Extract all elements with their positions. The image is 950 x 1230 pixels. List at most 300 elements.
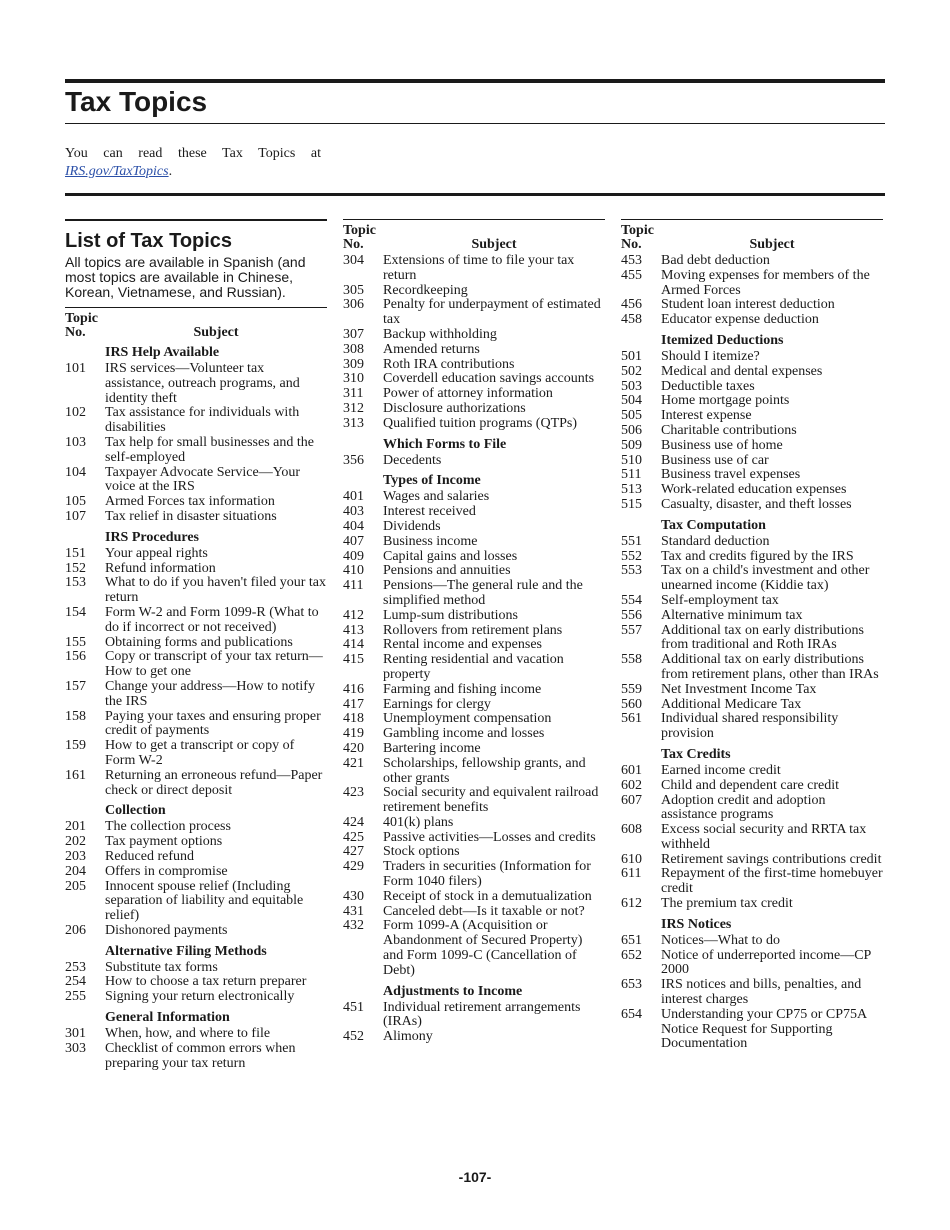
topic-number: 205	[65, 878, 86, 894]
topics-column-3	[621, 219, 883, 1052]
topic-row	[343, 860, 605, 890]
topic-subject: Additional tax on early distributions from traditional and Roth IRAs	[661, 622, 864, 653]
page-number: -107-	[458, 1169, 492, 1185]
topic-subject: Understanding your CP75 or CP75A Notice Request for Supporting Documentation	[661, 1006, 867, 1052]
topic-row	[343, 698, 605, 713]
topic-number: 161	[65, 767, 86, 783]
topic-row	[621, 468, 883, 483]
topic-row	[343, 831, 605, 846]
topic-subject: Recordkeeping	[383, 282, 468, 298]
topic-number: 417	[343, 696, 364, 712]
topic-number: 411	[343, 578, 364, 594]
topic-subject: Power of attorney information	[383, 386, 553, 402]
topic-subject: Adoption credit and adoption assistance programs	[661, 792, 826, 823]
topic-row	[343, 298, 605, 328]
column-header	[343, 220, 605, 252]
topic-number: 421	[343, 755, 364, 771]
topic-subject: Tax payment options	[105, 834, 223, 850]
section-heading: IRS Notices	[661, 916, 732, 932]
topics-column-2	[343, 219, 605, 1045]
topic-row	[343, 417, 605, 432]
topic-row	[621, 380, 883, 395]
header-no: No.	[621, 237, 642, 252]
topic-number: 157	[65, 678, 86, 694]
topic-subject: Pensions and annuities	[383, 563, 511, 579]
topics-column-1	[65, 219, 327, 1071]
topic-row	[343, 683, 605, 698]
topic-subject: Standard deduction	[661, 533, 770, 549]
topic-row	[621, 594, 883, 609]
topic-row	[65, 680, 327, 710]
topic-row	[65, 1027, 327, 1042]
topic-subject: Medical and dental expenses	[661, 363, 823, 379]
topic-row	[621, 454, 883, 469]
topic-number: 608	[621, 822, 642, 838]
topic-subject: Child and dependent care credit	[661, 777, 840, 793]
topic-number: 554	[621, 592, 642, 608]
topic-number: 151	[65, 545, 86, 561]
topic-subject: Renting residential and vacation property	[383, 652, 564, 682]
topic-subject: Social security and equivalent railroad retirement benefits	[383, 785, 599, 816]
topic-number: 412	[343, 607, 364, 623]
topic-row	[343, 757, 605, 787]
topic-row	[65, 924, 327, 939]
topic-row	[65, 650, 327, 680]
topic-row	[65, 975, 327, 990]
topic-number: 152	[65, 560, 86, 576]
topic-row	[343, 712, 605, 727]
topic-number: 607	[621, 792, 642, 808]
topic-subject: Individual retirement arrangements (IRAs)	[383, 999, 581, 1030]
topic-number: 503	[621, 378, 642, 394]
section-rule	[65, 193, 885, 196]
topic-number: 611	[621, 866, 642, 882]
topic-number: 201	[65, 819, 86, 835]
topic-subject: Qualified tuition programs (QTPs)	[383, 415, 578, 431]
topic-number: 513	[621, 482, 642, 498]
topic-row	[621, 1008, 883, 1052]
topic-number: 430	[343, 888, 364, 904]
topic-subject: Business income	[383, 533, 478, 549]
topic-subject: Extensions of time to file your tax return	[383, 253, 575, 283]
topic-subject: Wages and salaries	[383, 489, 490, 505]
intro-period: .	[168, 164, 173, 179]
topic-subject: Backup withholding	[383, 326, 497, 342]
topic-row	[343, 653, 605, 683]
section-heading: Adjustments to Income	[383, 983, 523, 999]
topic-number: 552	[621, 548, 642, 564]
topic-subject: 401(k) plans	[383, 814, 454, 830]
section-heading: Tax Computation	[661, 517, 766, 533]
topic-number: 303	[65, 1040, 86, 1056]
topic-number: 612	[621, 896, 642, 912]
top-rule	[65, 79, 885, 83]
topic-number: 423	[343, 785, 364, 801]
topic-subject: Additional tax on early distributions from retirement plans, other than IRAs	[661, 652, 879, 682]
header-no: No.	[343, 237, 364, 252]
topic-number: 415	[343, 652, 364, 668]
topic-number: 602	[621, 777, 642, 793]
topic-number: 312	[343, 400, 364, 416]
topic-row	[343, 535, 605, 550]
topic-row	[65, 961, 327, 976]
topic-number: 416	[343, 681, 364, 697]
topic-subject: Earnings for clergy	[383, 696, 491, 712]
section-heading: IRS Procedures	[105, 529, 199, 545]
topic-number: 515	[621, 496, 642, 512]
topic-subject: Tax assistance for individuals with disabilities	[105, 405, 300, 436]
topic-subject: Canceled debt—Is it taxable or not?	[383, 903, 585, 919]
topic-number: 410	[343, 563, 364, 579]
topic-number: 431	[343, 903, 364, 919]
topic-subject: Traders in securities (Information for Form 1040 filers)	[383, 859, 591, 890]
topic-subject: Business travel expenses	[661, 467, 801, 483]
topic-subject: Reduced refund	[105, 848, 195, 864]
topic-number: 420	[343, 740, 364, 756]
topic-row	[343, 343, 605, 358]
topic-subject: Educator expense deduction	[661, 312, 819, 328]
topic-row	[621, 978, 883, 1008]
topic-row	[621, 439, 883, 454]
topic-subject: Change your address—How to notify the IRS	[105, 678, 315, 709]
topic-number: 505	[621, 408, 642, 424]
topic-number: 101	[65, 361, 86, 376]
topic-number: 551	[621, 533, 642, 549]
topic-row	[621, 564, 883, 594]
column-rule	[65, 219, 327, 221]
topic-row	[343, 387, 605, 402]
topic-number: 559	[621, 681, 642, 697]
topic-row	[621, 698, 883, 713]
topic-row	[621, 298, 883, 313]
topic-subject: Dividends	[383, 518, 441, 534]
topic-number: 557	[621, 622, 642, 638]
topic-subject: Obtaining forms and publications	[105, 634, 293, 650]
topic-row	[343, 816, 605, 831]
topic-subject: Repayment of the first-time homebuyer credit	[661, 866, 883, 897]
topic-row	[621, 853, 883, 868]
header-subject: Subject	[749, 237, 795, 252]
topic-row	[343, 254, 605, 284]
topic-subject: Taxpayer Advocate Service—Your voice at the IRS	[105, 464, 301, 495]
title-rule	[65, 123, 885, 124]
topics-list	[65, 345, 327, 1071]
topic-subject: Tax relief in disaster situations	[105, 508, 277, 524]
topic-number: 409	[343, 548, 364, 564]
topic-row	[621, 365, 883, 380]
topic-subject: Home mortgage points	[661, 393, 790, 409]
topic-number: 206	[65, 922, 86, 938]
topic-subject: Capital gains and losses	[383, 548, 518, 564]
topic-subject: Lump-sum distributions	[383, 607, 518, 623]
topic-number: 105	[65, 494, 86, 510]
topic-number: 424	[343, 814, 364, 830]
topic-number: 254	[65, 974, 86, 990]
topic-number: 601	[621, 762, 642, 778]
topic-subject: Excess social security and RRTA tax withheld	[661, 822, 867, 852]
topic-subject: Earned income credit	[661, 762, 781, 778]
topic-subject: Alimony	[383, 1029, 433, 1045]
topic-subject: Casualty, disaster, and theft losses	[661, 496, 852, 512]
topic-row	[343, 372, 605, 387]
topic-number: 432	[343, 918, 364, 934]
topic-row	[621, 794, 883, 824]
topic-number: 451	[343, 999, 364, 1015]
topic-number: 401	[343, 489, 364, 505]
topic-row	[343, 1030, 605, 1045]
topic-row	[621, 269, 883, 299]
topic-row	[65, 865, 327, 880]
topic-row	[343, 1001, 605, 1031]
topic-row	[621, 867, 883, 897]
topic-row	[621, 764, 883, 779]
topic-number: 509	[621, 437, 642, 453]
header-subject: Subject	[471, 237, 517, 252]
topic-row	[621, 624, 883, 654]
topic-number: 654	[621, 1006, 642, 1022]
header-topic: Topic	[343, 223, 376, 238]
topic-number: 553	[621, 563, 642, 579]
topic-subject: Innocent spouse relief (Including separation of liability and equitable relief)	[105, 878, 304, 924]
topic-number: 452	[343, 1029, 364, 1045]
section-heading: Alternative Filing Methods	[105, 943, 267, 959]
topic-number: 501	[621, 348, 642, 364]
topic-row	[65, 547, 327, 562]
topic-subject: Work-related education expenses	[661, 482, 847, 498]
topic-subject: Unemployment compensation	[383, 711, 552, 727]
topic-subject: Gambling income and losses	[383, 726, 545, 742]
topic-row	[65, 990, 327, 1005]
topic-subject: When, how, and where to file	[105, 1026, 271, 1042]
topic-subject: Rental income and expenses	[383, 637, 543, 653]
topic-number: 308	[343, 341, 364, 357]
topic-row	[65, 606, 327, 636]
topic-row	[343, 919, 605, 978]
topic-number: 253	[65, 959, 86, 975]
topic-row	[621, 683, 883, 698]
topic-row	[65, 406, 327, 436]
topic-subject: Tax and credits figured by the IRS	[661, 548, 854, 564]
header-subject: Subject	[193, 325, 239, 340]
topic-subject: Rollovers from retirement plans	[383, 622, 563, 638]
topic-subject: Farming and fishing income	[383, 681, 542, 697]
topic-subject: Amended returns	[383, 341, 480, 357]
topic-subject: The premium tax credit	[661, 896, 793, 912]
topic-number: 561	[621, 711, 642, 727]
intro-link-line	[65, 163, 172, 181]
topic-number: 202	[65, 834, 86, 850]
header-topic: Topic	[621, 223, 654, 238]
topic-number: 558	[621, 652, 642, 668]
topic-row	[65, 850, 327, 865]
topic-number: 458	[621, 312, 642, 328]
topic-number: 455	[621, 267, 642, 283]
topic-subject: Individual shared responsibility provision	[661, 711, 839, 742]
topic-row	[343, 402, 605, 417]
topic-subject: Bad debt deduction	[661, 253, 770, 268]
topic-subject: How to choose a tax return preparer	[105, 974, 307, 990]
column-header	[621, 220, 883, 252]
topic-number: 652	[621, 947, 642, 963]
section-heading: IRS Help Available	[105, 345, 220, 360]
topic-subject: Receipt of stock in a demutualization	[383, 888, 592, 904]
topic-subject: Dishonored payments	[105, 922, 228, 938]
topic-number: 204	[65, 863, 86, 879]
topic-row	[343, 505, 605, 520]
topic-subject: Passive activities—Losses and credits	[383, 829, 596, 845]
topic-subject: Deductible taxes	[661, 378, 755, 394]
topic-subject: Substitute tax forms	[105, 959, 218, 975]
topic-subject: Coverdell education savings accounts	[383, 371, 595, 387]
header-topic: Topic	[65, 311, 98, 326]
topic-subject: The collection process	[105, 819, 231, 835]
topic-subject: IRS notices and bills, penalties, and interest charges	[661, 977, 862, 1008]
topic-row	[343, 609, 605, 624]
topic-subject: Penalty for underpayment of estimated tax	[383, 297, 601, 328]
topic-number: 610	[621, 851, 642, 867]
topic-subject: Moving expenses for members of the Armed Forces	[661, 267, 870, 298]
topic-subject: Bartering income	[383, 740, 481, 756]
section-heading: Itemized Deductions	[661, 332, 784, 348]
topic-number: 456	[621, 297, 642, 313]
topic-number: 310	[343, 371, 364, 387]
topic-row	[65, 880, 327, 924]
topic-number: 414	[343, 637, 364, 653]
topic-subject: Tax help for small businesses and the self-employed	[105, 434, 314, 465]
topic-subject: Signing your return electronically	[105, 989, 295, 1005]
topic-number: 653	[621, 977, 642, 993]
topic-row	[621, 550, 883, 565]
topic-row	[65, 835, 327, 850]
topic-row	[343, 905, 605, 920]
topic-row	[65, 495, 327, 510]
topic-number: 403	[343, 504, 364, 520]
topic-row	[343, 845, 605, 860]
topic-number: 504	[621, 393, 642, 409]
topic-number: 313	[343, 415, 364, 431]
topic-row	[343, 490, 605, 505]
topic-subject: Your appeal rights	[105, 545, 208, 561]
topic-subject: What to do if you haven't filed your tax return	[105, 575, 327, 606]
topic-subject: Pensions—The general rule and the simplified method	[383, 578, 583, 608]
topic-number: 311	[343, 386, 364, 402]
topic-row	[621, 609, 883, 624]
topic-row	[343, 358, 605, 373]
topic-row	[65, 1042, 327, 1072]
topic-row	[621, 409, 883, 424]
topic-number: 305	[343, 282, 364, 298]
topic-number: 356	[343, 452, 364, 468]
topic-number: 309	[343, 356, 364, 372]
topic-subject: Stock options	[383, 844, 460, 860]
topic-row	[343, 328, 605, 343]
tax-topics-link[interactable]: IRS.gov/TaxTopics	[65, 164, 169, 179]
topic-number: 453	[621, 253, 642, 268]
topic-row	[621, 350, 883, 365]
topic-row	[621, 535, 883, 550]
topic-subject: Decedents	[383, 452, 442, 468]
topic-row	[621, 424, 883, 439]
topic-subject: Business use of home	[661, 437, 783, 453]
page-title: Tax Topics	[65, 86, 208, 117]
topic-row	[343, 638, 605, 653]
topic-subject: Refund information	[105, 560, 216, 576]
topic-row	[343, 284, 605, 299]
topic-row	[343, 579, 605, 609]
topic-row	[65, 436, 327, 466]
topic-number: 104	[65, 464, 86, 480]
topic-number: 102	[65, 405, 86, 421]
section-heading: Types of Income	[383, 473, 481, 489]
topic-subject: Interest received	[383, 504, 476, 520]
topic-row	[343, 727, 605, 742]
topic-row	[621, 483, 883, 498]
topic-row	[621, 254, 883, 269]
topic-row	[65, 510, 327, 525]
topic-number: 506	[621, 422, 642, 438]
topic-subject: Net Investment Income Tax	[661, 681, 817, 697]
topic-number: 103	[65, 434, 86, 450]
topic-row	[65, 562, 327, 577]
topic-row	[65, 769, 327, 799]
topic-row	[65, 739, 327, 769]
topic-row	[343, 564, 605, 579]
topic-subject: Tax on a child's investment and other unearned income (Kiddie tax)	[661, 563, 870, 594]
topic-subject: Offers in compromise	[105, 863, 228, 879]
topic-row	[343, 890, 605, 905]
topic-number: 304	[343, 253, 364, 268]
topic-number: 651	[621, 932, 642, 948]
topic-row	[65, 636, 327, 651]
topic-row	[65, 576, 327, 606]
topic-row	[621, 498, 883, 513]
topic-subject: Self-employment tax	[661, 592, 779, 608]
topic-row	[65, 710, 327, 740]
topic-row	[343, 742, 605, 757]
topic-number: 413	[343, 622, 364, 638]
topic-subject: Business use of car	[661, 452, 769, 468]
list-title: List of Tax Topics	[65, 230, 233, 252]
topic-row	[65, 466, 327, 496]
topic-row	[621, 823, 883, 853]
topic-subject: IRS services—Volunteer tax assistance, outreach programs, and identity theft	[105, 361, 300, 406]
topic-row	[621, 653, 883, 683]
topic-subject: Disclosure authorizations	[383, 400, 526, 416]
topic-row	[621, 779, 883, 794]
topic-subject: Notice of underreported income—CP 2000	[661, 947, 871, 978]
topic-subject: Form 1099-A (Acquisition or Abandonment of Secured Property) and Form 1099-C (Cancellation of Debt)	[383, 918, 583, 978]
topic-number: 418	[343, 711, 364, 727]
topic-number: 556	[621, 607, 642, 623]
topics-list	[621, 254, 883, 1052]
topic-subject: Retirement savings contributions credit	[661, 851, 882, 867]
topic-number: 560	[621, 696, 642, 712]
topic-subject: Roth IRA contributions	[383, 356, 515, 372]
topic-number: 425	[343, 829, 364, 845]
section-heading: Collection	[105, 803, 166, 819]
topic-subject: Additional Medicare Tax	[661, 696, 802, 712]
topic-row	[65, 820, 327, 835]
topic-number: 510	[621, 452, 642, 468]
topic-number: 429	[343, 859, 364, 875]
topic-number: 307	[343, 326, 364, 342]
topic-subject: Charitable contributions	[661, 422, 797, 438]
topic-row	[343, 454, 605, 469]
topic-number: 107	[65, 508, 86, 524]
topic-number: 156	[65, 649, 86, 665]
column-header	[65, 308, 327, 340]
topic-row	[65, 362, 327, 406]
